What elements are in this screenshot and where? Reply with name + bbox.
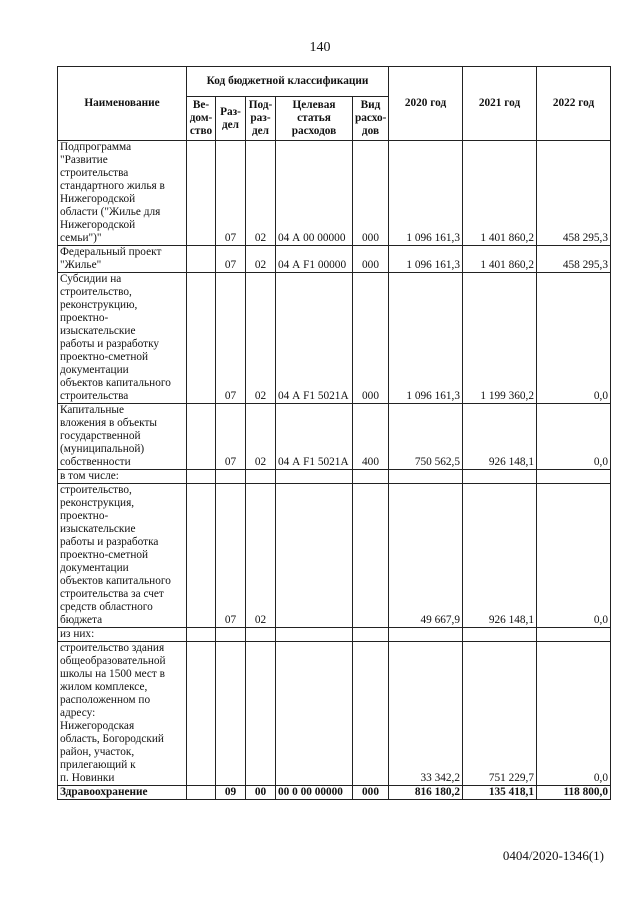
- cell-name: строительство здания общеобразовательной школы на 1500 мест в жилом комплексе, расположенном по адресу: Нижегородская область, Богородский район, участок, прилегающий к п. Новинки: [58, 642, 187, 786]
- header-subsection: Под- раз- дел: [246, 97, 276, 141]
- cell-section: [216, 642, 246, 786]
- cell-name: Капитальные вложения в объекты государственной (муниципальной) собственности: [58, 404, 187, 470]
- cell-target: 04 А F1 00000: [276, 246, 353, 273]
- cell-y2022: [537, 628, 611, 642]
- header-code-group: Код бюджетной классификации: [187, 67, 389, 97]
- header-2020: 2020 год: [389, 67, 463, 141]
- cell-target: 04 А F1 5021А: [276, 273, 353, 404]
- cell-dept: [187, 786, 216, 800]
- cell-subsection: [246, 470, 276, 484]
- cell-name: Здравоохранение: [58, 786, 187, 800]
- cell-subsection: 02: [246, 141, 276, 246]
- cell-subsection: 02: [246, 246, 276, 273]
- cell-section: [216, 628, 246, 642]
- cell-y2021: 1 401 860,2: [463, 246, 537, 273]
- cell-section: 07: [216, 246, 246, 273]
- cell-kind: [353, 484, 389, 628]
- cell-dept: [187, 246, 216, 273]
- cell-y2020: 1 096 161,3: [389, 246, 463, 273]
- cell-target: [276, 470, 353, 484]
- table-row: [58, 642, 611, 786]
- table-row: [58, 484, 611, 628]
- cell-y2020: [389, 628, 463, 642]
- cell-target: [276, 484, 353, 628]
- table-row: [58, 141, 611, 246]
- cell-name: Субсидии на строительство, реконструкцию, проектно- изыскательские работы и разработку проектно-сметной документации объектов капитального строительства: [58, 273, 187, 404]
- cell-y2020: 33 342,2: [389, 642, 463, 786]
- cell-y2022: 0,0: [537, 404, 611, 470]
- table-row: [58, 273, 611, 404]
- cell-subsection: [246, 642, 276, 786]
- cell-kind: 000: [353, 786, 389, 800]
- cell-subsection: [246, 628, 276, 642]
- header-kind: Вид расхо- дов: [353, 97, 389, 141]
- cell-y2020: 816 180,2: [389, 786, 463, 800]
- cell-subsection: 02: [246, 273, 276, 404]
- cell-target: 04 А 00 00000: [276, 141, 353, 246]
- cell-kind: 000: [353, 273, 389, 404]
- cell-name: Федеральный проект "Жилье": [58, 246, 187, 273]
- cell-section: 07: [216, 484, 246, 628]
- cell-y2021: 751 229,7: [463, 642, 537, 786]
- cell-y2020: 49 667,9: [389, 484, 463, 628]
- cell-section: 07: [216, 404, 246, 470]
- cell-name: строительство, реконструкция, проектно- изыскательские работы и разработка проектно-сметной документации объектов капитального строительства за счет средств областного бюджета: [58, 484, 187, 628]
- cell-y2021: 135 418,1: [463, 786, 537, 800]
- cell-target: [276, 628, 353, 642]
- cell-y2022: [537, 470, 611, 484]
- cell-name: Подпрограмма "Развитие строительства стандартного жилья в Нижегородской области ("Жилье для Нижегородской семьи")": [58, 141, 187, 246]
- table-body: [58, 141, 611, 800]
- cell-dept: [187, 470, 216, 484]
- cell-y2020: 1 096 161,3: [389, 273, 463, 404]
- cell-subsection: 02: [246, 484, 276, 628]
- cell-section: [216, 470, 246, 484]
- cell-section: 09: [216, 786, 246, 800]
- cell-dept: [187, 404, 216, 470]
- cell-y2021: 1 199 360,2: [463, 273, 537, 404]
- cell-y2021: [463, 628, 537, 642]
- cell-dept: [187, 484, 216, 628]
- cell-y2022: 0,0: [537, 484, 611, 628]
- table-header: [58, 67, 611, 141]
- cell-kind: [353, 628, 389, 642]
- cell-y2021: 926 148,1: [463, 404, 537, 470]
- cell-y2021: [463, 470, 537, 484]
- cell-target: 00 0 00 00000: [276, 786, 353, 800]
- cell-y2022: 118 800,0: [537, 786, 611, 800]
- cell-name: в том числе:: [58, 470, 187, 484]
- page-number: 140: [309, 40, 331, 55]
- document-code: 0404/2020-1346(1): [502, 848, 604, 863]
- cell-y2021: 926 148,1: [463, 484, 537, 628]
- table-row: [58, 404, 611, 470]
- cell-target: [276, 642, 353, 786]
- cell-y2022: 0,0: [537, 642, 611, 786]
- cell-kind: [353, 470, 389, 484]
- cell-kind: [353, 642, 389, 786]
- header-dept: Ве- дом- ство: [187, 97, 216, 141]
- cell-y2021: 1 401 860,2: [463, 141, 537, 246]
- header-section: Раз- дел: [216, 97, 246, 141]
- cell-y2020: [389, 470, 463, 484]
- table-row-total: [58, 786, 611, 800]
- table-row: [58, 628, 611, 642]
- cell-subsection: 02: [246, 404, 276, 470]
- header-name: Наименование: [58, 67, 187, 141]
- cell-y2020: 750 562,5: [389, 404, 463, 470]
- cell-kind: 000: [353, 141, 389, 246]
- cell-y2022: 0,0: [537, 273, 611, 404]
- table-row: [58, 246, 611, 273]
- budget-table: [57, 66, 611, 800]
- table-row: [58, 470, 611, 484]
- cell-subsection: 00: [246, 786, 276, 800]
- header-target: Целевая статья расходов: [276, 97, 353, 141]
- cell-target: 04 А F1 5021А: [276, 404, 353, 470]
- cell-name: из них:: [58, 628, 187, 642]
- cell-section: 07: [216, 141, 246, 246]
- cell-y2022: 458 295,3: [537, 141, 611, 246]
- cell-kind: 400: [353, 404, 389, 470]
- cell-dept: [187, 273, 216, 404]
- cell-y2022: 458 295,3: [537, 246, 611, 273]
- cell-dept: [187, 642, 216, 786]
- cell-kind: 000: [353, 246, 389, 273]
- cell-dept: [187, 141, 216, 246]
- header-2021: 2021 год: [463, 67, 537, 141]
- cell-y2020: 1 096 161,3: [389, 141, 463, 246]
- cell-section: 07: [216, 273, 246, 404]
- cell-dept: [187, 628, 216, 642]
- header-2022: 2022 год: [537, 67, 611, 141]
